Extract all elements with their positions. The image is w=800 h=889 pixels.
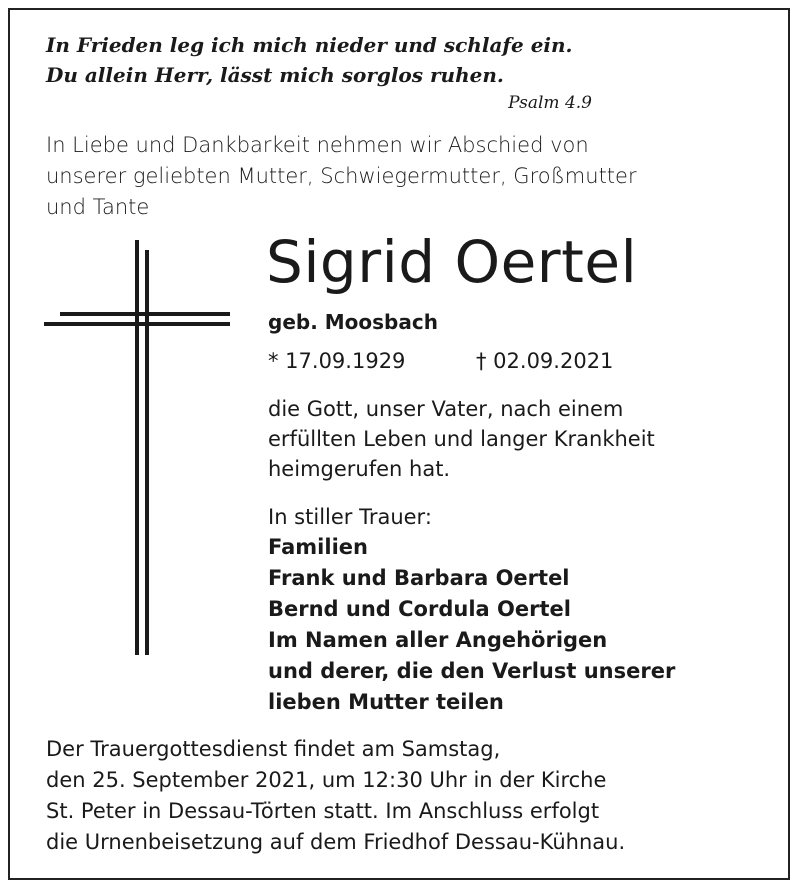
psalm-reference: Psalm 4.9: [508, 93, 592, 113]
mourners-list: [268, 532, 748, 718]
mourner-line: Frank und Barbara Oertel: [268, 566, 570, 590]
mourner-line: und derer, die den Verlust unserer: [268, 659, 676, 683]
mourner-line: lieben Mutter teilen: [268, 690, 504, 714]
mourner-line: Im Namen aller Angehörigen: [268, 628, 608, 652]
service-line-3: St. Peter in Dessau-Törten statt. Im Anschluss erfolgt: [46, 799, 600, 823]
psalm-line-1: In Frieden leg ich mich nieder und schlafe ein.: [46, 33, 573, 57]
cross-icon: [44, 240, 244, 660]
deceased-name: Sigrid Oertel: [266, 228, 638, 296]
service-line-1: Der Trauergottesdienst findet am Samstag,: [46, 737, 501, 761]
birth-date: * 17.09.1929: [268, 349, 406, 373]
life-dates: [268, 346, 614, 376]
mourner-line: Familien: [268, 535, 368, 559]
message-text: [268, 394, 748, 484]
psalm-quote: [46, 30, 606, 116]
psalm-line-2: Du allein Herr, lässt mich sorglos ruhen.: [46, 63, 504, 87]
service-line-4: die Urnenbeisetzung auf dem Friedhof Dessau-Kühnau.: [46, 830, 626, 854]
intro-line-3: und Tante: [46, 195, 150, 219]
message-line-3: heimgerufen hat.: [268, 457, 451, 481]
message-line-1: die Gott, unser Vater, nach einem: [268, 397, 624, 421]
message-line-2: erfüllten Leben und langer Krankheit: [268, 427, 655, 451]
service-info: [46, 734, 766, 858]
mourners-label: In stiller Trauer:: [268, 505, 432, 529]
intro-line-2: unserer geliebten Mutter, Schwiegermutter, Großmutter: [46, 164, 637, 188]
intro-text: [46, 130, 746, 223]
death-date: † 02.09.2021: [476, 349, 614, 373]
mourner-line: Bernd und Cordula Oertel: [268, 597, 571, 621]
intro-line-1: In Liebe und Dankbarkeit nehmen wir Abschied von: [46, 133, 589, 157]
maiden-name: geb. Moosbach: [268, 310, 438, 334]
service-line-2: den 25. September 2021, um 12:30 Uhr in der Kirche: [46, 768, 607, 792]
